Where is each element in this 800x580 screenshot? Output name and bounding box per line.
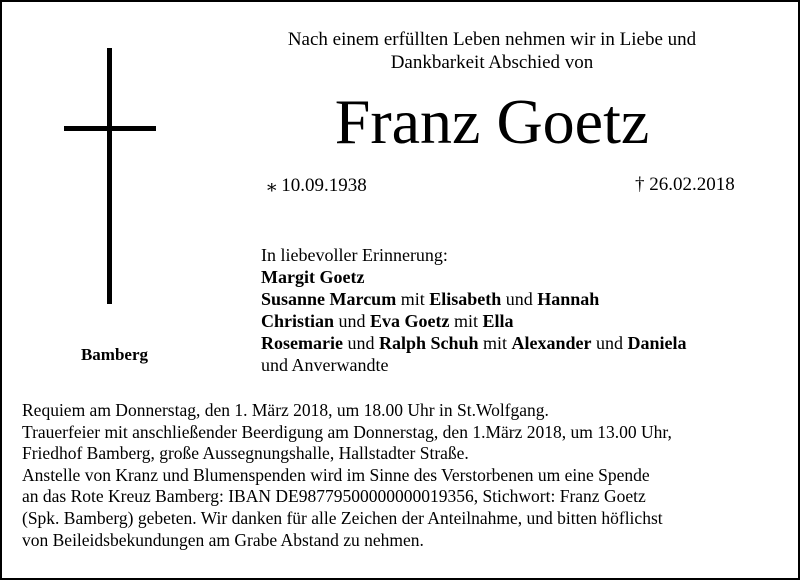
intro-line: Nach einem erfüllten Leben nehmen wir in Liebe und	[287, 29, 697, 50]
intro-line: Dankbarkeit Abschied von	[390, 52, 594, 73]
mourner-text: mit	[478, 333, 512, 353]
mourner-text: und	[342, 333, 379, 353]
info-line: (Spk. Bamberg) gebeten. Wir danken für alle Zeichen der Anteilnahme, und bitten höflichst	[22, 507, 663, 528]
mourner-name: Christian	[261, 311, 335, 331]
mourner-name: Daniela	[627, 333, 687, 353]
info-line: Friedhof Bamberg, große Aussegnungshalle, Hallstadter Straße.	[22, 443, 469, 464]
mourner-name: Margit Goetz	[261, 267, 365, 287]
mourners-list	[261, 244, 687, 376]
mourner-text: mit	[449, 311, 483, 331]
service-info	[22, 400, 672, 551]
info-line: an das Rote Kreuz Bamberg: IBAN DE98779500000000019356, Stichwort: Franz Goetz	[22, 486, 646, 507]
deceased-name: Franz Goetz	[334, 86, 650, 157]
cross-icon	[64, 48, 156, 304]
mourner-name: Hannah	[537, 289, 600, 309]
info-line: Requiem am Donnerstag, den 1. März 2018, um 18.00 Uhr in St.Wolfgang.	[22, 400, 549, 420]
info-line: von Beileidsbekundungen am Grabe Abstand zu nehmen.	[22, 529, 424, 550]
mourner-line	[261, 266, 687, 288]
mourner-text: mit	[396, 289, 430, 309]
mourner-name: Ella	[482, 311, 514, 331]
mourner-text: und Anverwandte	[261, 355, 389, 375]
mourner-line	[261, 332, 687, 354]
birth-date: ⁎ 10.09.1938	[267, 175, 367, 196]
mourner-text: und	[591, 333, 628, 353]
mourner-line	[261, 310, 687, 332]
mourner-text: In liebevoller Erinnerung:	[261, 245, 448, 265]
mourner-text: und	[501, 289, 538, 309]
info-line: Anstelle von Kranz und Blumenspenden wird im Sinne des Verstorbenen um eine Spende	[22, 464, 650, 485]
mourner-name: Eva Goetz	[370, 311, 450, 331]
place-name: Bamberg	[80, 345, 149, 364]
death-date: † 26.02.2018	[635, 174, 735, 195]
mourner-name: Rosemarie	[261, 333, 343, 353]
mourner-name: Susanne Marcum	[261, 289, 397, 309]
info-line: Trauerfeier mit anschließender Beerdigung am Donnerstag, den 1.März 2018, um 13.00 Uhr,	[22, 421, 672, 442]
mourner-line	[261, 354, 687, 376]
mourner-line	[261, 288, 687, 310]
intro-text	[232, 28, 752, 74]
mourner-line	[261, 244, 687, 266]
mourner-name: Elisabeth	[429, 289, 502, 309]
mourner-text: und	[334, 311, 371, 331]
mourner-name: Alexander	[511, 333, 592, 353]
mourner-name: Ralph Schuh	[378, 333, 479, 353]
